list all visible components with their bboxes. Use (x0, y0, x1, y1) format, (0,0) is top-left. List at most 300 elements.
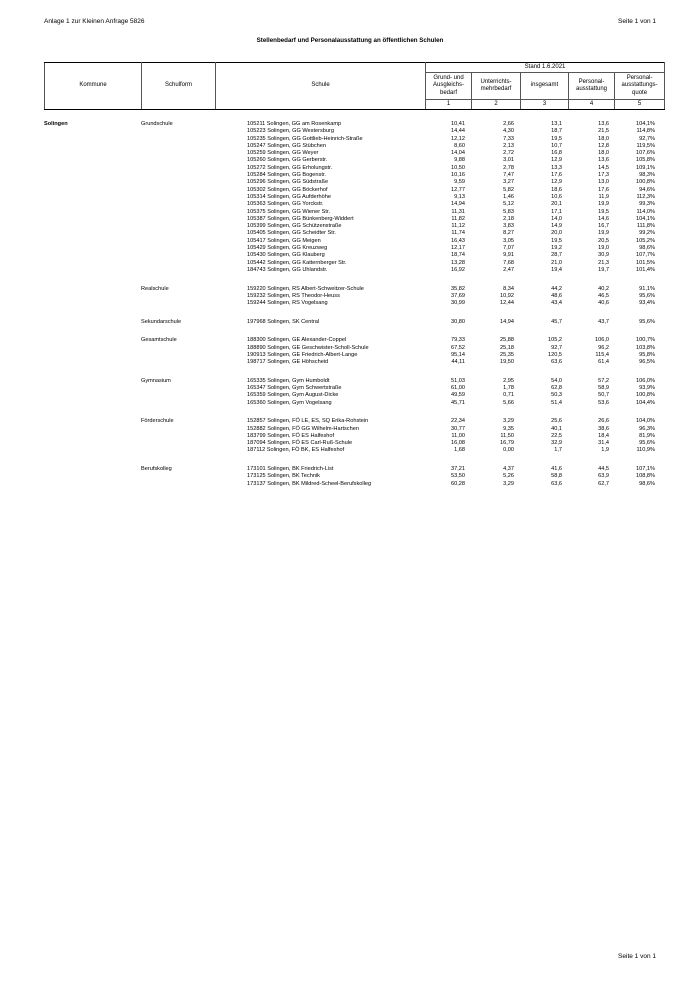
value-mehrbedarf: 8,34 (503, 285, 514, 292)
table-row (44, 466, 664, 473)
value-mehrbedarf: 2,18 (503, 215, 514, 222)
value-insgesamt: 44,2 (551, 285, 562, 292)
value-mehrbedarf: 25,35 (500, 351, 514, 358)
value-insgesamt: 16,8 (551, 150, 562, 157)
value-ausstattung: 18,4 (598, 432, 609, 439)
value-insgesamt: 20,1 (551, 201, 562, 208)
value-quote: 92,7% (639, 135, 655, 142)
value-mehrbedarf: 2,66 (503, 121, 514, 127)
value-ausstattung: 62,7 (598, 480, 609, 487)
value-grundbedarf: 49,59 (451, 392, 465, 399)
value-quote: 101,4% (636, 266, 655, 273)
value-insgesamt: 32,9 (551, 440, 562, 447)
table-row (44, 143, 664, 150)
value-grundbedarf: 53,50 (451, 473, 465, 480)
value-ausstattung: 57,2 (598, 377, 609, 384)
value-grundbedarf: 10,50 (451, 164, 465, 171)
value-ausstattung: 12,8 (598, 142, 609, 149)
value-ausstattung: 96,2 (598, 344, 609, 351)
value-quote: 100,8% (636, 392, 655, 399)
value-quote: 119,5% (636, 142, 655, 149)
table-row (44, 128, 664, 135)
value-ausstattung: 11,9 (598, 193, 609, 200)
value-quote: 101,5% (636, 259, 655, 266)
value-quote: 98,3% (639, 172, 655, 179)
value-ausstattung: 17,3 (598, 172, 609, 179)
value-grundbedarf: 67,52 (451, 344, 465, 351)
value-mehrbedarf: 2,78 (503, 164, 514, 171)
value-quote: 98,6% (639, 245, 655, 252)
value-grundbedarf: 16,92 (451, 266, 465, 273)
value-grundbedarf: 9,88 (454, 157, 465, 164)
value-grundbedarf: 13,28 (451, 259, 465, 266)
schulform-cell: Förderschule (141, 418, 174, 425)
schule-cell: 159244 Solingen, RS Vogelsang (247, 300, 328, 307)
col-number-4: 4 (569, 100, 615, 110)
table-row (44, 392, 664, 399)
value-grundbedarf: 44,11 (451, 359, 465, 366)
value-mehrbedarf: 4,30 (503, 128, 514, 135)
value-quote: 107,7% (636, 252, 655, 259)
schule-cell: 197968 Solingen, SK Central (247, 318, 320, 325)
value-mehrbedarf: 3,01 (503, 157, 514, 164)
value-grundbedarf: 35,82 (451, 285, 465, 292)
col-number-5: 5 (615, 100, 665, 110)
value-mehrbedarf: 3,05 (503, 237, 514, 244)
value-ausstattung: 14,6 (598, 215, 609, 222)
schule-cell: 105260 Solingen, GG Gerberstr. (247, 157, 328, 164)
value-mehrbedarf: 9,91 (503, 252, 514, 259)
schule-cell: 184743 Solingen, GG Uhlandstr. (247, 266, 328, 273)
value-mehrbedarf: 7,68 (503, 259, 514, 266)
value-grundbedarf: 45,71 (451, 399, 465, 406)
value-insgesamt: 45,7 (551, 318, 562, 325)
schule-cell: 105296 Solingen, GG Südstraße (247, 179, 329, 186)
schule-cell: 159232 Solingen, RS Theodor-Heuss (247, 292, 340, 299)
value-ausstattung: 38,6 (598, 425, 609, 432)
schule-cell: 165359 Solingen, Gym August-Dicke (247, 392, 339, 399)
value-quote: 104,0% (636, 418, 655, 425)
schulform-cell: Sekundarschule (141, 318, 182, 325)
table-row (44, 418, 664, 425)
value-insgesamt: 25,6 (551, 418, 562, 425)
schulform-cell: Realschule (141, 285, 169, 292)
table-row (44, 337, 664, 344)
table-row (44, 440, 664, 447)
schule-cell: 105302 Solingen, GG Böckerhof (247, 186, 328, 193)
col-header-insgesamt: insgesamt (521, 73, 569, 100)
value-grundbedarf: 22,34 (451, 418, 465, 425)
value-insgesamt: 19,2 (551, 245, 562, 252)
value-mehrbedarf: 2,95 (503, 377, 514, 384)
value-insgesamt: 19,5 (551, 135, 562, 142)
table-row (44, 121, 664, 128)
table-row (44, 260, 664, 267)
table-row (44, 252, 664, 259)
group-spacer (44, 455, 664, 466)
schule-cell: 183799 Solingen, FÖ ES Halfeshof (247, 432, 335, 439)
value-grundbedarf: 79,33 (451, 337, 465, 344)
table-row (44, 400, 664, 407)
table-row (44, 286, 664, 293)
value-quote: 99,3% (639, 201, 655, 208)
page-number-top: Seite 1 von 1 (618, 18, 656, 25)
schule-cell: 105429 Solingen, GG Kreuzweg (247, 245, 328, 252)
value-grundbedarf: 14,94 (451, 201, 465, 208)
value-quote: 108,8% (636, 473, 655, 480)
value-ausstattung: 61,4 (598, 359, 609, 366)
schule-cell: 188300 Solingen, GE Alexander-Coppel (247, 337, 347, 344)
table-row (44, 473, 664, 480)
table-row (44, 230, 664, 237)
value-quote: 114,0% (636, 208, 655, 215)
value-grundbedarf: 11,12 (451, 223, 465, 230)
value-ausstattung: 14,5 (598, 164, 609, 171)
value-grundbedarf: 12,17 (451, 245, 465, 252)
value-ausstattung: 63,9 (598, 473, 609, 480)
value-quote: 109,1% (636, 164, 655, 171)
col-number-1: 1 (426, 100, 472, 110)
value-mehrbedarf: 9,35 (503, 425, 514, 432)
value-insgesamt: 92,7 (551, 344, 562, 351)
value-ausstattung: 30,9 (598, 252, 609, 259)
schule-cell: 105272 Solingen, GG Erholungstr. (247, 164, 333, 171)
group-spacer (44, 367, 664, 378)
value-ausstattung: 40,2 (598, 285, 609, 292)
value-insgesamt: 18,6 (551, 186, 562, 193)
value-insgesamt: 19,4 (551, 266, 562, 273)
table-row (44, 136, 664, 143)
value-mehrbedarf: 12,44 (500, 300, 514, 307)
value-grundbedarf: 10,16 (451, 172, 465, 179)
value-quote: 111,8% (636, 223, 655, 230)
document-annex-label: Anlage 1 zur Kleinen Anfrage 5826 (44, 18, 145, 25)
value-ausstattung: 106,0 (595, 337, 609, 344)
value-quote: 103,8% (636, 344, 655, 351)
value-insgesamt: 50,3 (551, 392, 562, 399)
value-grundbedarf: 11,82 (451, 215, 465, 222)
schule-cell: 105442 Solingen, GG Katternberger Str. (247, 259, 347, 266)
value-quote: 107,6% (636, 150, 655, 157)
value-quote: 104,1% (636, 215, 655, 222)
table-row (44, 201, 664, 208)
schulform-cell: Gymnasium (141, 377, 171, 384)
value-ausstattung: 20,5 (598, 237, 609, 244)
value-quote: 95,8% (639, 351, 655, 358)
schule-cell: 105363 Solingen, GG Yorckstr. (247, 201, 324, 208)
value-insgesamt: 17,1 (551, 208, 562, 215)
value-grundbedarf: 12,12 (451, 135, 465, 142)
table-row (44, 481, 664, 488)
value-insgesamt: 1,7 (554, 447, 562, 454)
col-number-3: 3 (521, 100, 569, 110)
table-row (44, 245, 664, 252)
value-mehrbedarf: 5,66 (503, 399, 514, 406)
value-grundbedarf: 9,13 (454, 193, 465, 200)
table-row (44, 426, 664, 433)
value-quote: 100,8% (636, 179, 655, 186)
value-grundbedarf: 37,69 (451, 292, 465, 299)
value-grundbedarf: 16,43 (451, 237, 465, 244)
value-grundbedarf: 95,14 (451, 351, 465, 358)
value-insgesamt: 120,5 (548, 351, 562, 358)
table-row (44, 293, 664, 300)
value-mehrbedarf: 5,83 (503, 208, 514, 215)
value-mehrbedarf: 4,37 (503, 466, 514, 473)
value-mehrbedarf: 8,27 (503, 230, 514, 237)
schule-cell: 165335 Solingen, Gym Humboldt (247, 377, 330, 384)
value-quote: 104,4% (636, 399, 655, 406)
table-row (44, 172, 664, 179)
value-quote: 100,7% (636, 337, 655, 344)
value-mehrbedarf: 2,13 (503, 142, 514, 149)
value-mehrbedarf: 3,27 (503, 179, 514, 186)
table-row (44, 378, 664, 385)
value-mehrbedarf: 25,18 (500, 344, 514, 351)
value-grundbedarf: 16,08 (451, 440, 465, 447)
value-grundbedarf: 60,28 (451, 480, 465, 487)
schule-cell: 105399 Solingen, GG Schützenstraße (247, 223, 342, 230)
schule-cell: 173125 Solingen, BK Technik (247, 473, 320, 480)
value-ausstattung: 21,3 (598, 259, 609, 266)
schule-cell: 187112 Solingen, FÖ BK, ES Halfeshof (247, 447, 345, 454)
value-quote: 110,9% (636, 447, 655, 454)
schule-cell: 152882 Solingen, FÖ GG Wilhelm-Hartschen (247, 425, 359, 432)
col-header-stand: Stand 1.6.2021 (426, 63, 665, 73)
value-mehrbedarf: 2,72 (503, 150, 514, 157)
schule-cell: 190913 Solingen, GE Friedrich-Albert-Lange (247, 351, 358, 358)
schule-cell: 105430 Solingen, GG Klauberg (247, 252, 325, 259)
table-row (44, 345, 664, 352)
value-insgesamt: 17,6 (551, 172, 562, 179)
table-row (44, 194, 664, 201)
value-ausstattung: 46,5 (598, 292, 609, 299)
value-grundbedarf: 11,00 (451, 432, 465, 439)
value-insgesamt: 14,0 (551, 215, 562, 222)
table-row (44, 209, 664, 216)
group-spacer (44, 326, 664, 337)
value-ausstattung: 18,0 (598, 135, 609, 142)
col-header-schulform: Schulform (142, 63, 216, 110)
value-insgesamt: 105,2 (548, 337, 562, 344)
table-row (44, 267, 664, 274)
value-quote: 96,3% (639, 425, 655, 432)
schule-cell: 105284 Solingen, GG Bogenstr. (247, 172, 326, 179)
schulform-cell: Gesamtschule (141, 337, 177, 344)
value-quote: 94,6% (639, 186, 655, 193)
value-ausstattung: 40,6 (598, 300, 609, 307)
schule-cell: 105259 Solingen, GG Weyer (247, 150, 319, 157)
value-insgesamt: 54,0 (551, 377, 562, 384)
col-header-schule: Schule (216, 63, 426, 110)
table-row (44, 300, 664, 307)
value-mehrbedarf: 3,29 (503, 480, 514, 487)
value-quote: 95,6% (639, 440, 655, 447)
table-row (44, 238, 664, 245)
group-spacer (44, 407, 664, 418)
value-quote: 98,6% (639, 480, 655, 487)
table-row (44, 165, 664, 172)
col-header-grundbedarf: Grund- und Ausgleichs-bedarf (426, 73, 472, 100)
table-row (44, 216, 664, 223)
value-ausstattung: 17,6 (598, 186, 609, 193)
value-grundbedarf: 61,00 (451, 385, 465, 392)
value-ausstattung: 13,0 (598, 179, 609, 186)
table-row (44, 179, 664, 186)
value-ausstattung: 13,6 (598, 157, 609, 164)
value-mehrbedarf: 25,88 (500, 337, 514, 344)
value-insgesamt: 63,6 (551, 480, 562, 487)
value-ausstattung: 44,5 (598, 466, 609, 473)
table-row (44, 319, 664, 326)
table-row (44, 359, 664, 366)
table-header (44, 62, 665, 110)
value-mehrbedarf: 7,07 (503, 245, 514, 252)
value-quote: 95,6% (639, 318, 655, 325)
schule-cell: 105375 Solingen, GG Wiener Str. (247, 208, 331, 215)
schule-cell: 188890 Solingen, GE Geschwister-Scholl-Schule (247, 344, 369, 351)
value-insgesamt: 12,9 (551, 157, 562, 164)
value-ausstattung: 13,6 (598, 121, 609, 127)
col-header-quote: Personal-ausstattungs-quote (615, 73, 665, 100)
table-row (44, 385, 664, 392)
group-spacer (44, 307, 664, 318)
value-quote: 91,1% (639, 285, 655, 292)
value-quote: 107,1% (636, 466, 655, 473)
schulform-cell: Berufskolleg (141, 466, 172, 473)
value-grundbedarf: 30,99 (451, 300, 465, 307)
value-mehrbedarf: 10,92 (500, 292, 514, 299)
value-ausstattung: 50,7 (598, 392, 609, 399)
value-insgesamt: 13,3 (551, 164, 562, 171)
schule-cell: 198717 Solingen, GE Höhscheid (247, 359, 329, 366)
schule-cell: 173137 Solingen, BK Mildred-Scheel-Berufskolleg (247, 480, 372, 487)
value-ausstattung: 19,9 (598, 230, 609, 237)
value-grundbedarf: 37,21 (451, 466, 465, 473)
schule-cell: 105417 Solingen, GG Meigen (247, 237, 321, 244)
schule-cell: 165360 Solingen, Gym Vogelsang (247, 399, 332, 406)
schule-cell: 105223 Solingen, GG Westersburg (247, 128, 334, 135)
schule-cell: 159220 Solingen, RS Albert-Schweitzer-Schule (247, 285, 364, 292)
value-insgesamt: 10,6 (551, 193, 562, 200)
value-mehrbedarf: 14,94 (500, 318, 514, 325)
value-ausstattung: 19,0 (598, 245, 609, 252)
col-header-mehrbedarf: Unterrichts-mehrbedarf (472, 73, 521, 100)
table-row (44, 352, 664, 359)
schule-cell: 187094 Solingen, FÖ ES Carl-Ruß-Schule (247, 440, 353, 447)
value-grundbedarf: 12,77 (451, 186, 465, 193)
value-ausstattung: 53,6 (598, 399, 609, 406)
value-quote: 114,8% (636, 128, 655, 135)
value-ausstattung: 19,5 (598, 208, 609, 215)
value-quote: 93,4% (639, 300, 655, 307)
value-ausstattung: 115,4 (595, 351, 609, 358)
value-quote: 96,5% (639, 359, 655, 366)
value-insgesamt: 20,0 (551, 230, 562, 237)
value-mehrbedarf: 3,83 (503, 223, 514, 230)
value-mehrbedarf: 3,29 (503, 418, 514, 425)
value-insgesamt: 63,6 (551, 359, 562, 366)
value-grundbedarf: 14,04 (451, 150, 465, 157)
value-grundbedarf: 11,74 (451, 230, 465, 237)
value-insgesamt: 18,7 (551, 128, 562, 135)
schule-cell: 173101 Solingen, BK Friedrich-List (247, 466, 334, 473)
value-quote: 99,2% (639, 230, 655, 237)
col-number-2: 2 (472, 100, 521, 110)
value-mehrbedarf: 1,78 (503, 385, 514, 392)
col-header-ausstattung: Personal-ausstattung (569, 73, 615, 100)
value-quote: 95,6% (639, 292, 655, 299)
value-grundbedarf: 18,74 (451, 252, 465, 259)
value-mehrbedarf: 16,79 (500, 440, 514, 447)
value-ausstattung: 26,6 (598, 418, 609, 425)
value-ausstattung: 21,5 (598, 128, 609, 135)
value-quote: 81,9% (639, 432, 655, 439)
page-number-bottom: Seite 1 von 1 (618, 953, 656, 960)
value-grundbedarf: 9,59 (454, 179, 465, 186)
value-insgesamt: 48,6 (551, 292, 562, 299)
value-grundbedarf: 14,44 (451, 128, 465, 135)
value-grundbedarf: 10,41 (451, 121, 465, 127)
value-insgesamt: 13,1 (551, 121, 562, 127)
value-insgesamt: 41,6 (551, 466, 562, 473)
value-grundbedarf: 30,80 (451, 318, 465, 325)
value-mehrbedarf: 2,47 (503, 266, 514, 273)
value-insgesamt: 21,0 (551, 259, 562, 266)
value-insgesamt: 10,7 (551, 142, 562, 149)
value-mehrbedarf: 7,47 (503, 172, 514, 179)
value-ausstattung: 19,9 (598, 201, 609, 208)
value-quote: 105,8% (636, 157, 655, 164)
table-row (44, 150, 664, 157)
value-mehrbedarf: 11,50 (500, 432, 514, 439)
col-header-kommune: Kommune (45, 63, 142, 110)
value-quote: 112,3% (636, 193, 655, 200)
value-quote: 105,2% (636, 237, 655, 244)
group-spacer (44, 274, 664, 285)
value-mehrbedarf: 5,26 (503, 473, 514, 480)
value-ausstattung: 16,7 (598, 223, 609, 230)
schule-cell: 105247 Solingen, GG Stübchen (247, 142, 326, 149)
value-mehrbedarf: 0,00 (503, 447, 514, 454)
schule-cell: 165347 Solingen, Gym Schwertstraße (247, 385, 342, 392)
value-insgesamt: 22,5 (551, 432, 562, 439)
value-ausstattung: 31,4 (598, 440, 609, 447)
table-row (44, 223, 664, 230)
value-insgesamt: 58,8 (551, 473, 562, 480)
schule-cell: 105387 Solingen, GG Bünkenberg-Widdert (247, 215, 354, 222)
schule-cell: 152857 Solingen, FÖ LE, ES, SQ Erika-Rohstein (247, 418, 369, 425)
schule-cell: 105314 Solingen, GG Aufderhöhe (247, 193, 331, 200)
value-ausstattung: 1,9 (601, 447, 609, 454)
table-row (44, 433, 664, 440)
schulform-cell: Grundschule (141, 121, 173, 127)
value-mehrbedarf: 1,46 (503, 193, 514, 200)
value-mehrbedarf: 7,33 (503, 135, 514, 142)
table-row (44, 157, 664, 164)
value-quote: 104,1% (636, 121, 655, 127)
value-mehrbedarf: 5,12 (503, 201, 514, 208)
schule-cell: 105211 Solingen, GG am Rosenkamp (247, 121, 342, 127)
table-row (44, 187, 664, 194)
schule-cell: 105235 Solingen, GG Gottlieb-Heinrich-Straße (247, 135, 363, 142)
value-grundbedarf: 30,77 (451, 425, 465, 432)
value-quote: 93,9% (639, 385, 655, 392)
value-grundbedarf: 11,31 (451, 208, 465, 215)
table-row (44, 447, 664, 454)
value-mehrbedarf: 5,82 (503, 186, 514, 193)
value-insgesamt: 40,1 (551, 425, 562, 432)
